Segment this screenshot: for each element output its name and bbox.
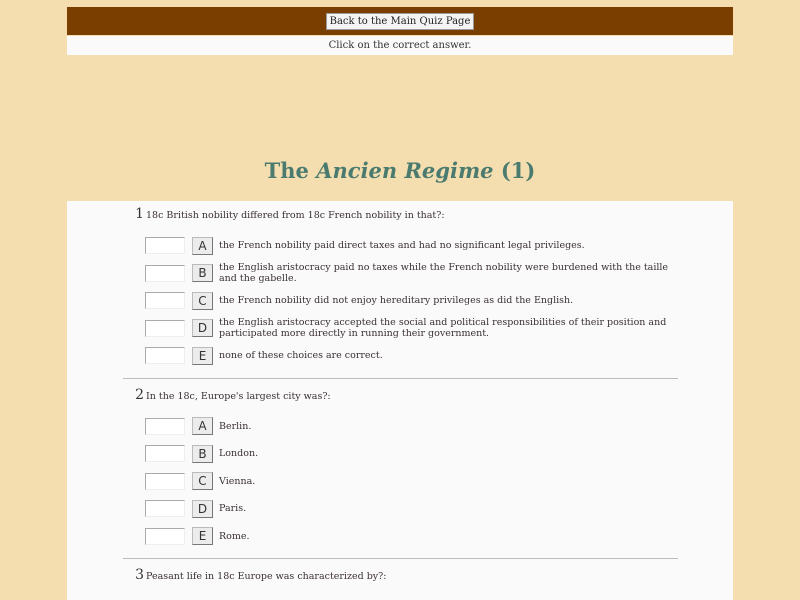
answer-row [123,523,678,551]
answer-row [123,260,678,288]
answer-text: Rome. [219,530,250,542]
answer-text: the French nobility did not enjoy hereditary privileges as did the English. [219,295,574,307]
answer-row [123,440,678,468]
title-italic: Ancien Regime [316,158,494,183]
question [123,379,678,560]
answer-feedback-box [145,445,185,462]
question-text: 18c British nobility differed from 18c French nobility in that?: [146,210,445,221]
answer-row [123,232,678,260]
answer-button-a[interactable]: A [192,417,213,435]
answer-row [123,315,678,343]
question [123,201,678,379]
quiz-panel [67,201,733,600]
answer-row [123,495,678,523]
answer-feedback-box [145,418,185,435]
question-text: In the 18c, Europe's largest city was?: [146,390,331,402]
answer-text: Vienna. [219,475,256,487]
instruction-text: Click on the correct answer. [67,36,733,55]
page-title [0,158,800,183]
answer-button-d[interactable]: D [192,500,213,518]
answer-feedback-box [145,292,185,309]
back-to-main-quiz-button[interactable]: Back to the Main Quiz Page [326,13,475,30]
question-text: Peasant life in 18c Europe was characterized by?: [146,571,387,582]
answer-button-e[interactable]: E [192,347,213,365]
answer-text: none of these choices are correct. [219,350,383,362]
answer-row [123,342,678,370]
question-header [123,379,678,413]
answer-text: the English aristocracy accepted the social and political responsibilities of their position and participated more directly in running their government. [219,317,667,340]
answer-feedback-box [145,320,185,337]
answer-feedback-box [145,265,185,282]
question-header [123,559,678,593]
answer-button-b[interactable]: B [192,445,213,463]
top-nav-bar [67,7,733,35]
question-number: 2 [135,386,144,403]
answer-feedback-box [145,237,185,254]
answer-text: the French nobility paid direct taxes and had no significant legal privileges. [219,240,585,252]
answer-text: the English aristocracy paid no taxes while the French nobility were burdened with the taille and the gabelle. [219,262,669,285]
answer-feedback-box [145,347,185,364]
answer-button-d[interactable]: D [192,319,213,337]
question-number: 1 [135,206,144,222]
question-number: 3 [135,567,144,583]
question-header [123,201,678,232]
title-suffix: (1) [493,158,536,183]
question [123,559,678,593]
answer-feedback-box [145,473,185,490]
title-prefix: The [264,158,317,183]
answer-feedback-box [145,500,185,517]
answer-text: Paris. [219,503,247,515]
answer-button-a[interactable]: A [192,237,213,255]
answer-button-c[interactable]: C [192,292,213,310]
answer-text: Berlin. [219,420,252,432]
answer-feedback-box [145,528,185,545]
answer-button-c[interactable]: C [192,472,213,490]
answer-row [123,468,678,496]
answer-text: London. [219,448,259,460]
answer-button-e[interactable]: E [192,527,213,545]
answer-row [123,413,678,441]
answer-row [123,287,678,315]
answer-button-b[interactable]: B [192,264,213,282]
